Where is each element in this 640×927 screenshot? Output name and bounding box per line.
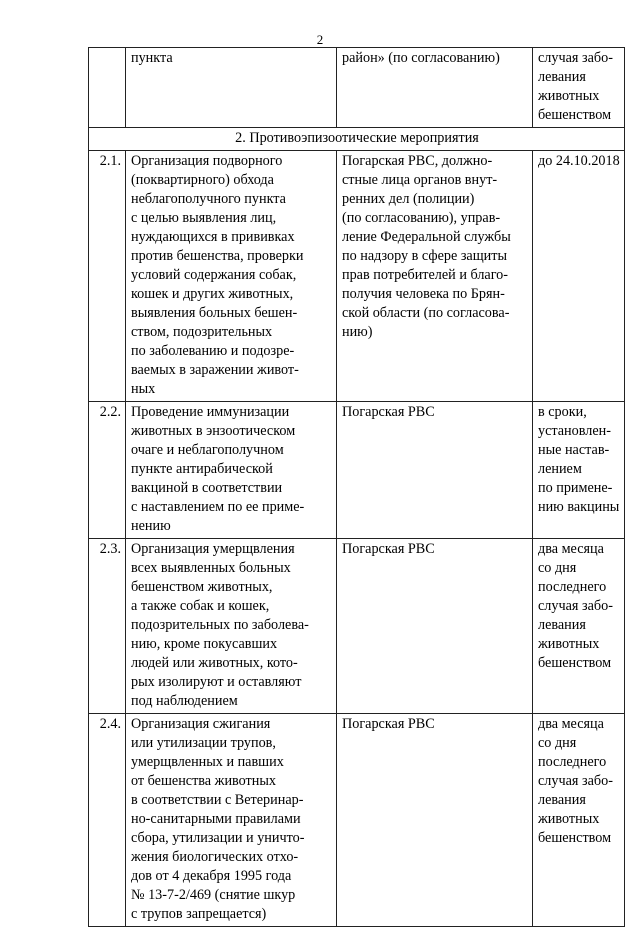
table-row	[89, 402, 625, 539]
row-number: 2.4.	[89, 714, 126, 927]
executor-cell: Погарская РВС	[337, 539, 533, 714]
executor-cell: район» (по согласованию)	[337, 48, 533, 128]
term-cell: два месяца со дня последнего случая забо- левания животных бешенством	[533, 714, 625, 927]
table-row	[89, 714, 625, 927]
activity-cell: Организация подворного (поквартирного) обхода неблагополучного пункта с целью выявления лиц, нуждающихся в прививках против бешенства, проверки условий содержания собак, кошек и других животных, выявления больных бешен- ством, подозрительных по заболеванию и подозре- ваемых в заражении живот- ных	[126, 151, 337, 402]
row-number: 2.2.	[89, 402, 126, 539]
section-title: 2. Противоэпизоотические мероприятия	[89, 128, 625, 151]
row-number: 2.1.	[89, 151, 126, 402]
term-cell: до 24.10.2018	[533, 151, 625, 402]
term-cell: случая забо- левания животных бешенством	[533, 48, 625, 128]
activity-cell: Организация умерщвления всех выявленных больных бешенством животных, а также собак и кошек, подозрительных по заболева- нию, кроме покусавших людей или животных, кото- рых изолируют и оставляют под наблюдением	[126, 539, 337, 714]
table-row	[89, 151, 625, 402]
section-header-row	[89, 128, 625, 151]
row-number: 2.3.	[89, 539, 126, 714]
table-row	[89, 48, 625, 128]
page-number: 2	[316, 32, 324, 47]
row-number	[89, 48, 126, 128]
activity-cell: Проведение иммунизации животных в энзоотическом очаге и неблагополучном пункте антирабической вакциной в соответствии с наставлением по ее приме- нению	[126, 402, 337, 539]
executor-cell: Погарская РВС	[337, 402, 533, 539]
term-cell: два месяца со дня последнего случая забо- левания животных бешенством	[533, 539, 625, 714]
term-cell: в сроки, установлен- ные настав- лением по примене- нию вакцины	[533, 402, 625, 539]
activity-cell: Организация сжигания или утилизации трупов, умерщвленных и павших от бешенства животных в соответствии с Ветеринар- но-санитарными правилами сбора, утилизации и уничто- жения биологических отхо- дов от 4 декабря 1995 года № 13-7-2/469 (снятие шкур с трупов запрещается)	[126, 714, 337, 927]
activity-cell: пункта	[126, 48, 337, 128]
executor-cell: Погарская РВС, должно- стные лица органов внут- ренних дел (полиции) (по согласованию), управ- ление Федеральной службы по надзору в сфере защиты прав потребителей и благо- получия человека по Брян- ской области (по согласова- нию)	[337, 151, 533, 402]
measures-table	[88, 47, 625, 927]
table-row	[89, 539, 625, 714]
executor-cell: Погарская РВС	[337, 714, 533, 927]
